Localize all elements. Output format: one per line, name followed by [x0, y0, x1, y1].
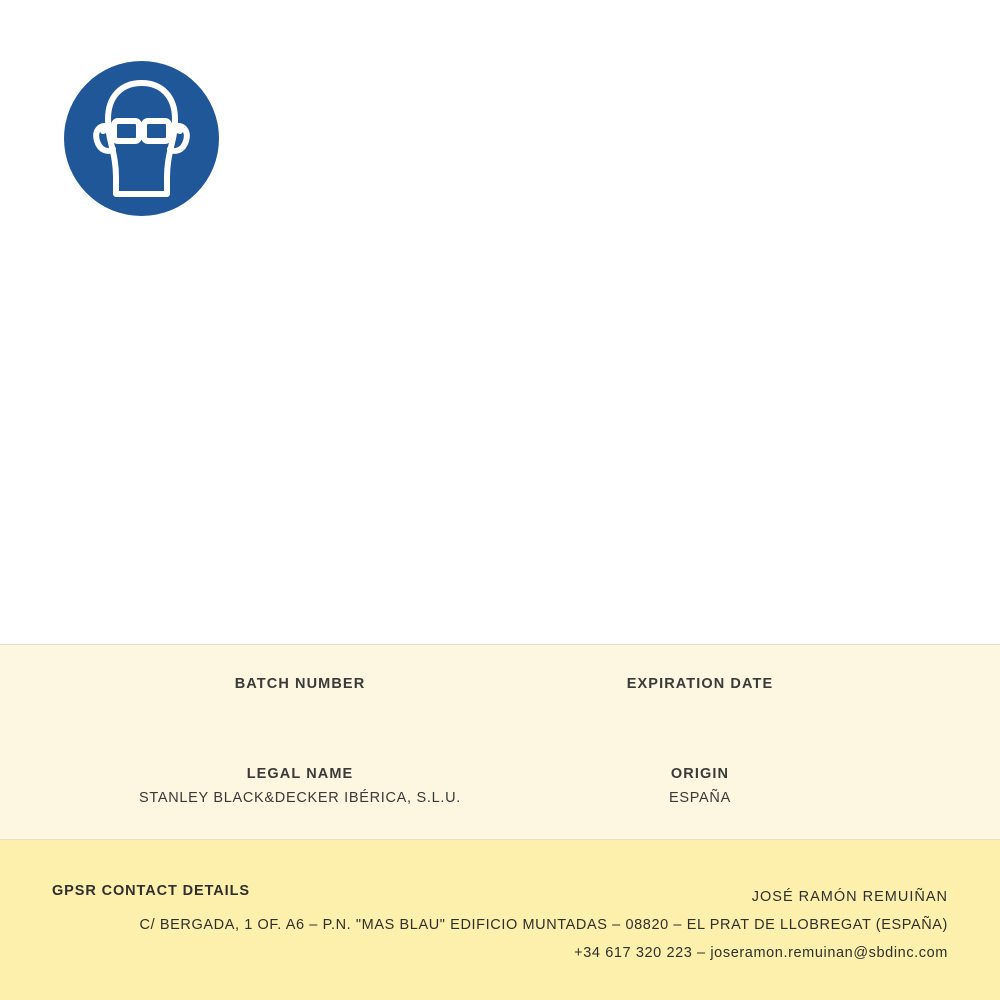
field-expiration-date: [627, 676, 773, 714]
origin-label: ORIGIN: [670, 766, 730, 782]
gpsr-contact-block: [48, 883, 948, 967]
gpsr-contact-name: JOSÉ RAMÓN REMUIÑAN: [751, 889, 948, 905]
gpsr-contact-phone-email: +34 617 320 223 – joseramon.remuinan@sbdinc.com: [574, 945, 948, 961]
batch-number-label: BATCH NUMBER: [234, 676, 366, 692]
legal-name-label: LEGAL NAME: [246, 766, 354, 782]
gpsr-contact-address: C/ BERGADA, 1 OF. A6 – P.N. "MAS BLAU" EDIFICIO MUNTADAS – 08820 – EL PRAT DE LLOBREGAT (ESPAÑA): [139, 917, 948, 933]
batch-number-value: [235, 700, 366, 714]
field-batch-number: [235, 676, 366, 714]
expiration-date-label: EXPIRATION DATE: [626, 676, 774, 692]
legal-name-value: STANLEY BLACK&DECKER IBÉRICA, S.L.U.: [138, 790, 462, 806]
gpsr-footer: [0, 840, 1000, 1000]
field-origin: [669, 766, 731, 806]
gpsr-contact-details-title: GPSR CONTACT DETAILS: [52, 883, 250, 899]
wear-eye-protection-icon: [64, 61, 219, 216]
product-info-band: [0, 644, 1000, 840]
field-legal-name: [139, 766, 461, 806]
expiration-date-value: [627, 700, 773, 714]
origin-value: ESPAÑA: [669, 790, 731, 806]
